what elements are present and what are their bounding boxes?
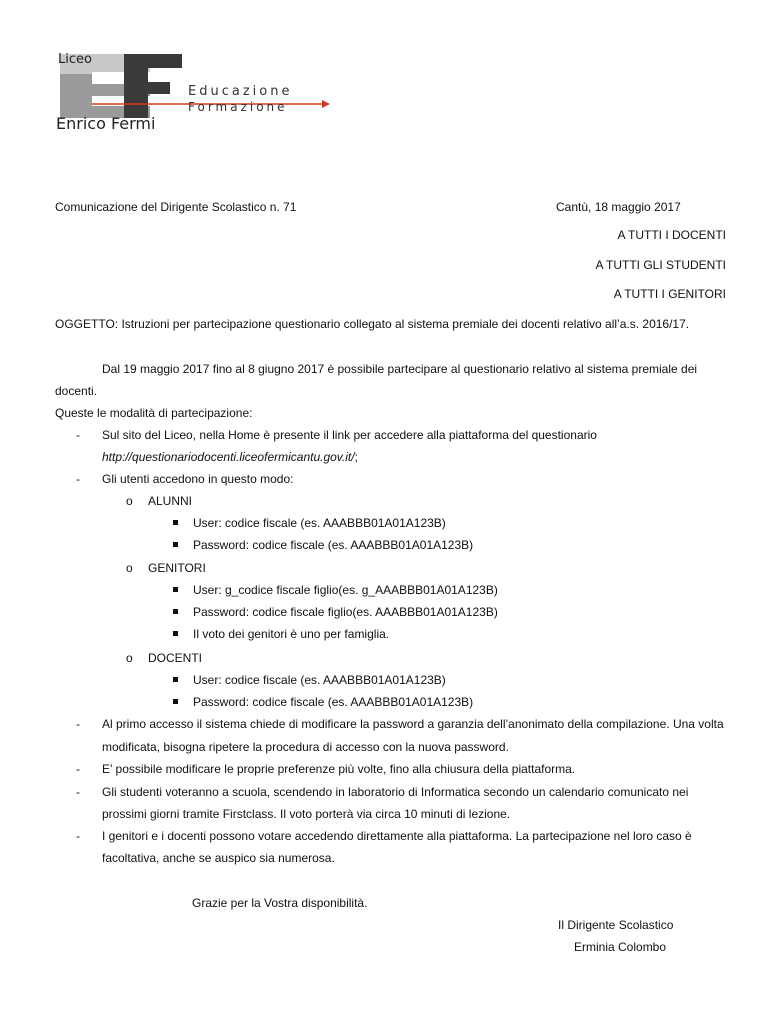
logo-name: Enrico Fermi	[56, 114, 156, 133]
recipient-docenti: A TUTTI I DOCENTI	[617, 228, 726, 242]
genitori-password: Password: codice fiscale figlio(es. AAABBB01A01A123B)	[193, 605, 498, 619]
dash-marker: -	[76, 785, 80, 799]
genitori-note: Il voto dei genitori è uno per famiglia.	[193, 627, 390, 641]
logo-liceo: Liceo	[58, 52, 92, 67]
dash-marker: -	[76, 717, 80, 731]
item-site-link: Sul sito del Liceo, nella Home è presente il link per accedere alla piattaforma del questionario	[102, 428, 597, 442]
circle-marker: o	[126, 494, 133, 508]
letter-date: Cantù, 18 maggio 2017	[556, 200, 681, 214]
dash-marker: -	[76, 472, 80, 486]
intro-line-2: docenti.	[55, 384, 98, 398]
item-site-url-line	[102, 450, 358, 464]
item-first-access-2: modificata, bisogna ripetere la procedura di accesso con la nuova password.	[102, 740, 509, 754]
item-first-access-1: Al primo accesso il sistema chiede di modificare la password a garanzia dell’anonimato della compilazione. Una volta	[102, 717, 724, 731]
logo-formazione: Formazione	[188, 100, 288, 114]
item-access-mode: Gli utenti accedono in questo modo:	[102, 472, 294, 486]
questionnaire-link[interactable]: http://questionariodocenti.liceofermicantu.gov.it/	[102, 450, 355, 464]
intro-line-1: Dal 19 maggio 2017 fino al 8 giugno 2017 è possibile partecipare al questionario relativo al sistema premiale dei	[102, 362, 698, 376]
docenti-password: Password: codice fiscale (es. AAABBB01A01A123B)	[193, 695, 474, 709]
signature-role: Il Dirigente Scolastico	[558, 918, 674, 932]
communication-number: Comunicazione del Dirigente Scolastico n. 71	[55, 200, 297, 214]
item-students-2: prossimi giorni tramite Firstclass. Il voto porterà via circa 10 minuti di lezione.	[102, 807, 511, 821]
modes-heading: Queste le modalità di partecipazione:	[55, 406, 253, 420]
alunni-password: Password: codice fiscale (es. AAABBB01A01A123B)	[193, 538, 474, 552]
group-alunni: ALUNNI	[148, 494, 193, 508]
group-genitori: GENITORI	[148, 561, 206, 575]
link-terminator: ;	[354, 450, 358, 464]
square-bullet	[173, 542, 178, 547]
docenti-user: User: codice fiscale (es. AAABBB01A01A123B)	[193, 673, 446, 687]
item-parents-1: I genitori e i docenti possono votare accedendo direttamente alla piattaforma. La partecipazione nel loro caso è	[102, 829, 692, 843]
dash-marker: -	[76, 762, 80, 776]
square-bullet	[173, 609, 178, 614]
school-logo	[52, 44, 332, 134]
logo-educazione: Educazione	[188, 84, 293, 99]
group-docenti: DOCENTI	[148, 651, 202, 665]
item-students-1: Gli studenti voteranno a scuola, scendendo in laboratorio di Informatica secondo un calendario comunicato nei	[102, 785, 689, 799]
subject-line: OGGETTO: Istruzioni per partecipazione questionario collegato al sistema premiale dei docenti relativo all’a.s. 2016/17.	[55, 317, 690, 331]
thanks-line: Grazie per la Vostra disponibilità.	[192, 896, 368, 910]
square-bullet	[173, 631, 178, 636]
circle-marker: o	[126, 651, 133, 665]
square-bullet	[173, 677, 178, 682]
square-bullet	[173, 520, 178, 525]
genitori-user: User: g_codice fiscale figlio(es. g_AAABBB01A01A123B)	[193, 583, 498, 597]
item-preferences: E’ possibile modificare le proprie preferenze più volte, fino alla chiusura della piattaforma.	[102, 762, 576, 776]
recipient-studenti: A TUTTI GLI STUDENTI	[595, 258, 726, 272]
circle-marker: o	[126, 561, 133, 575]
recipient-genitori: A TUTTI I GENITORI	[613, 287, 726, 301]
dash-marker: -	[76, 829, 80, 843]
square-bullet	[173, 587, 178, 592]
dash-marker: -	[76, 428, 80, 442]
signature-name: Erminia Colombo	[574, 940, 667, 954]
item-parents-2: facoltativa, anche se auspico sia numerosa.	[102, 851, 335, 865]
alunni-user: User: codice fiscale (es. AAABBB01A01A123B)	[193, 516, 446, 530]
square-bullet	[173, 699, 178, 704]
